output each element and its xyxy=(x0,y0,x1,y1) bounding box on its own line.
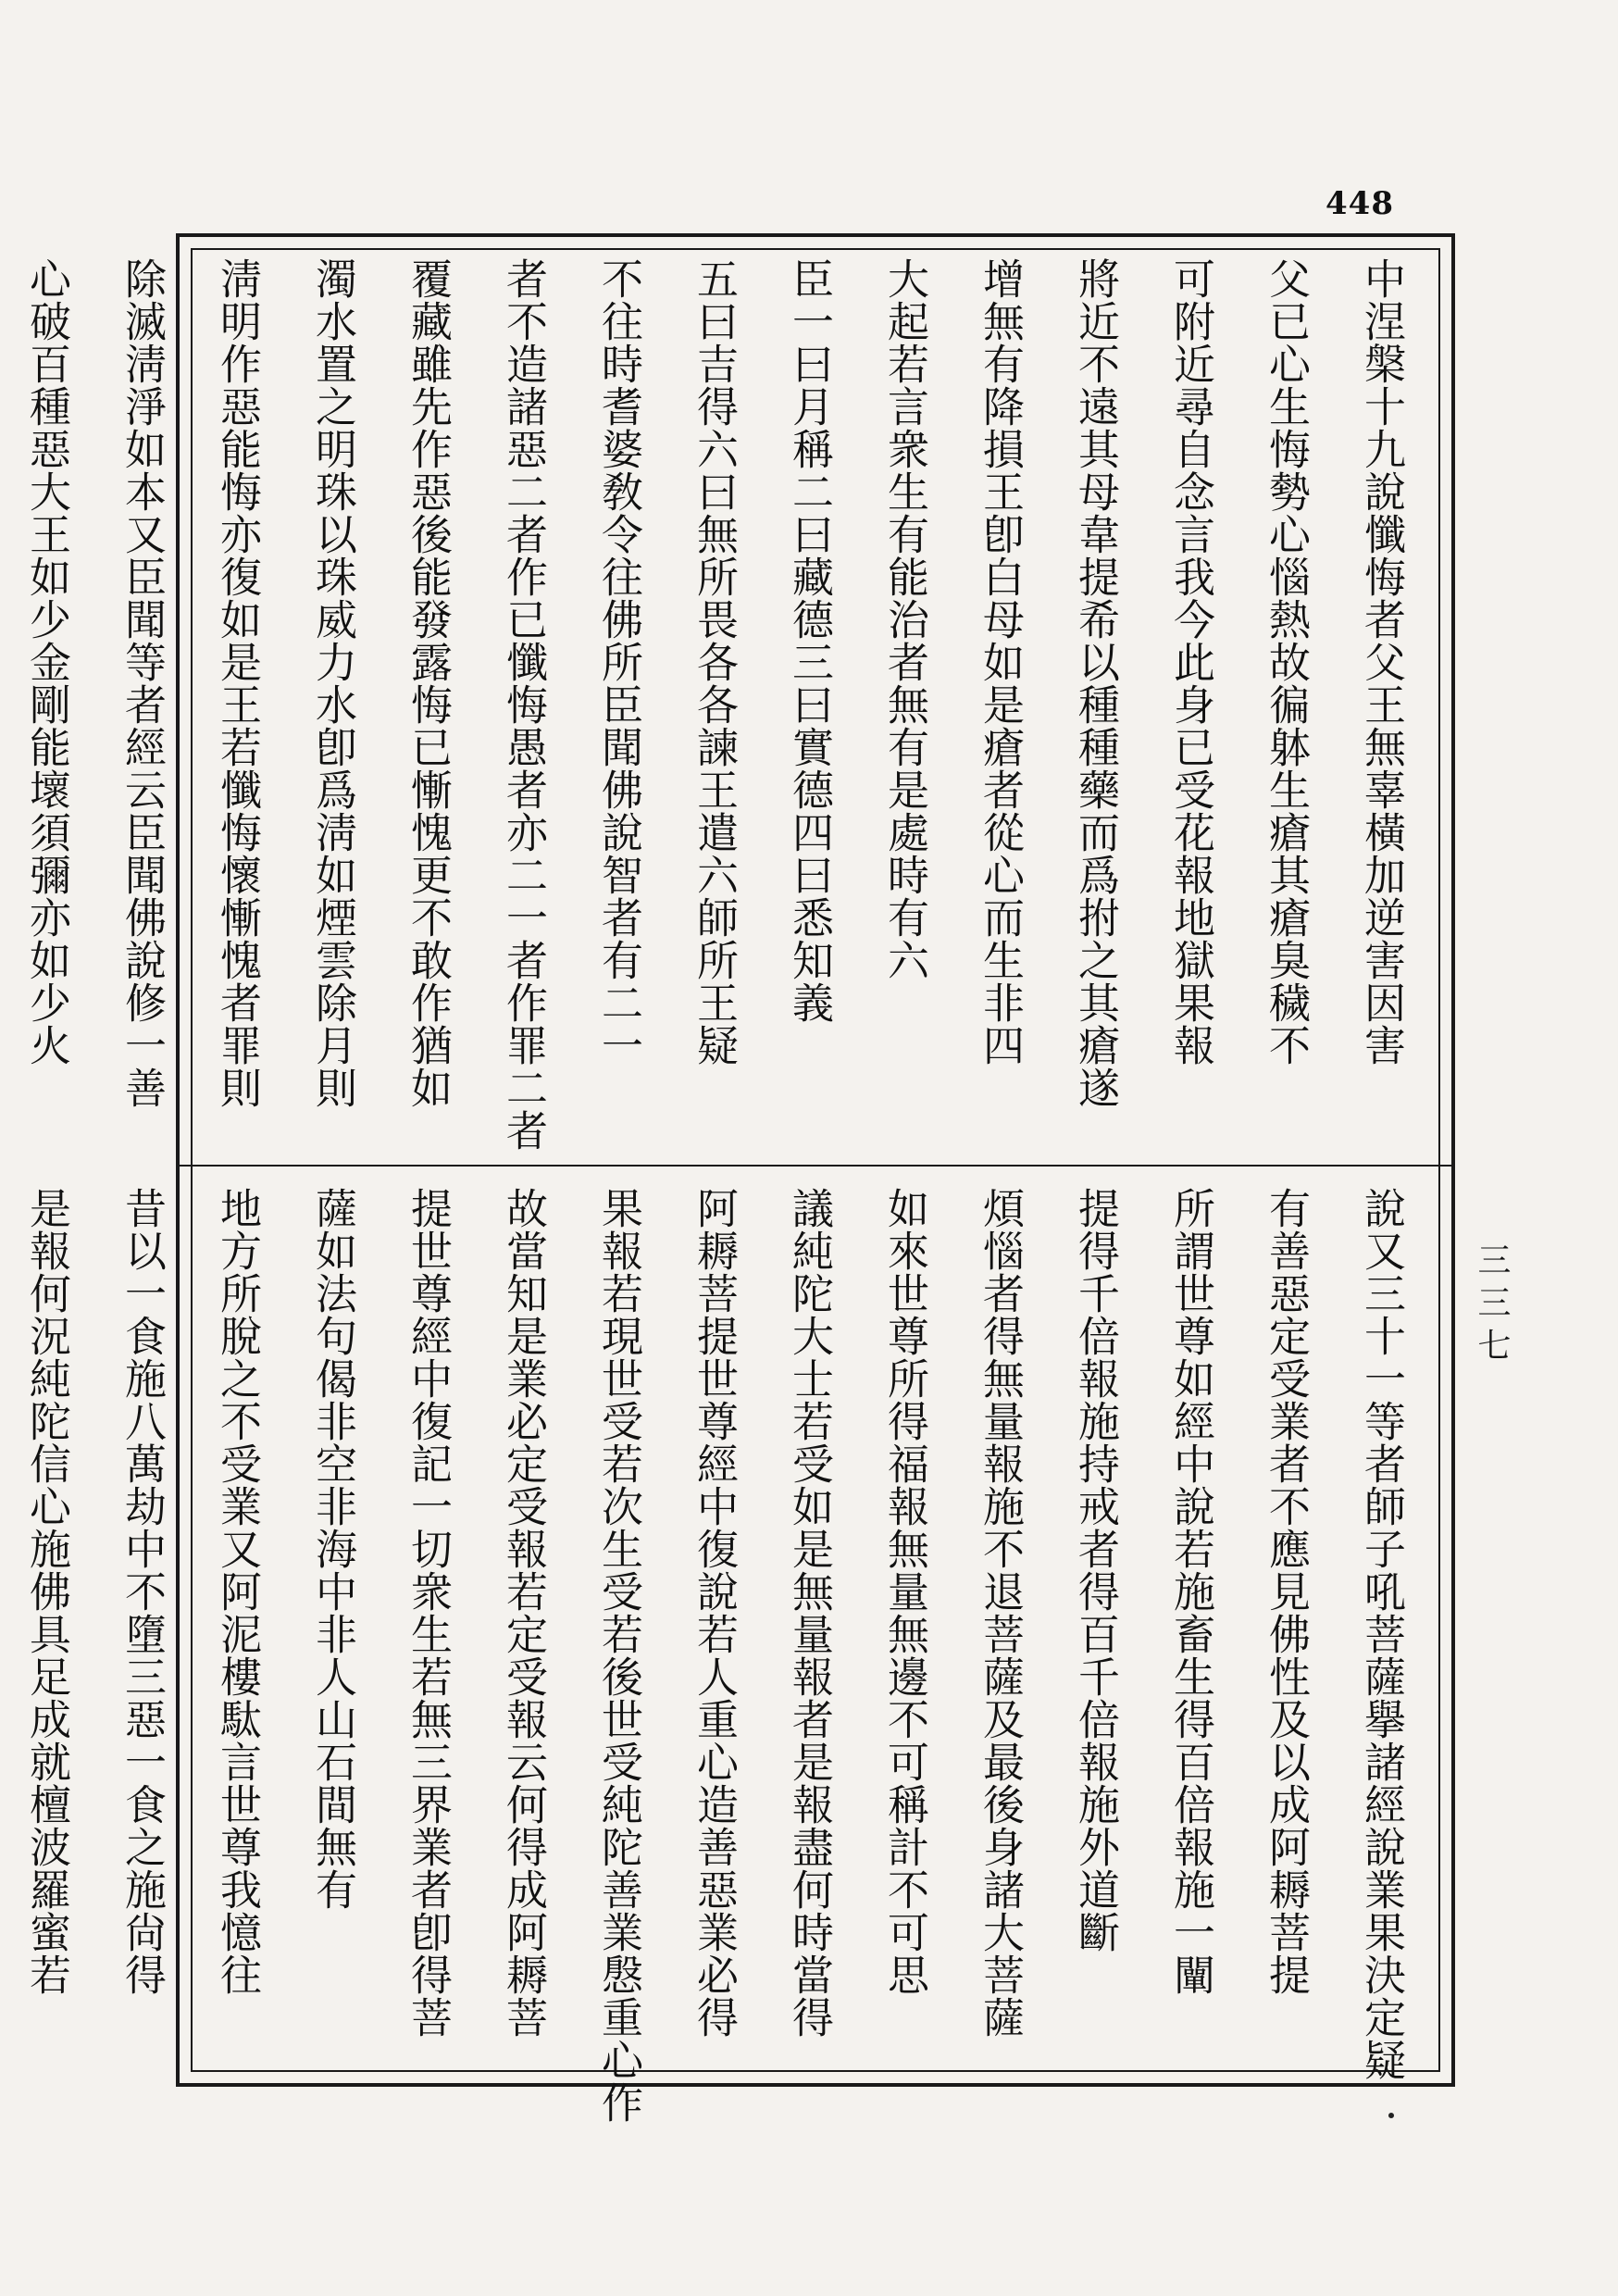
lower-register xyxy=(22,1187,1429,2124)
text-column: 心破百種惡大王如少金剛能壞須彌亦如少火 xyxy=(22,257,71,1067)
text-column: 濁水置之明珠以珠威力水卽爲淸如煙雲除月則 xyxy=(308,257,357,1109)
text-column: 提世尊經中復記一切衆生若無三界業者卽得菩 xyxy=(404,1187,453,2039)
text-column: 薩如法句偈非空非海中非人山石間無有 xyxy=(308,1187,357,1911)
text-column: 將近不遠其母韋提希以種種藥而爲拊之其瘡遂 xyxy=(1071,257,1120,1109)
text-column: 增無有降損王卽白母如是瘡者從心而生非四 xyxy=(976,257,1025,1067)
text-column: 有善惡定受業者不應見佛性及以成阿耨菩提 xyxy=(1262,1187,1311,1996)
page-frame xyxy=(22,233,1455,2124)
upper-register xyxy=(22,257,1429,1152)
text-column: 提得千倍報施持戒者得百千倍報施外道斷 xyxy=(1071,1187,1120,1953)
text-column: 除滅淸淨如本又臣聞等者經云臣聞佛說修一善 xyxy=(118,257,167,1109)
folio-number: 三三七 xyxy=(1473,1242,1511,1370)
text-column: 議純陀大士若受如是無量報者是報盡何時當得 xyxy=(785,1187,834,2039)
text-column: 所謂世尊如經中說若施畜生得百倍報施一闡 xyxy=(1166,1187,1215,1996)
text-column: 五曰吉得六曰無所畏各各諫王遣六師所王疑 xyxy=(690,257,739,1067)
text-column: 是報何況純陀信心施佛具足成就檀波羅蜜若 xyxy=(22,1187,71,1996)
text-column: 中涅槃十九說懺悔者父王無辜橫加逆害因害 xyxy=(1357,257,1406,1067)
page-number: 448 xyxy=(1326,185,1394,222)
text-column: 說又三十一等者師子吼菩薩擧諸經說業果決定疑 xyxy=(1357,1187,1406,2081)
text-column: 昔以一食施八萬劫中不墮三惡一食之施尙得 xyxy=(118,1187,167,1996)
text-column: 如來世尊所得福報無量無邊不可稱計不可思 xyxy=(880,1187,929,1996)
ink-speck xyxy=(1388,2113,1394,2118)
text-column: 不往時耆婆敎令往佛所臣聞佛說智者有二一 xyxy=(594,257,643,1067)
register-divider xyxy=(180,1165,1451,1167)
text-column: 果報若現世受若次生受若後世受純陀善業慇重心作 xyxy=(594,1187,643,2124)
text-column: 淸明作惡能悔亦復如是王若懺悔懷慚愧者罪則 xyxy=(213,257,262,1109)
text-column: 父已心生悔勢心惱熱故徧躰生瘡其瘡臭穢不 xyxy=(1262,257,1311,1067)
text-column: 者不造諸惡二者作已懺悔愚者亦二一者作罪二者 xyxy=(499,257,548,1152)
text-column: 覆藏雖先作惡後能發露悔已慚愧更不敢作猶如 xyxy=(404,257,453,1109)
text-column: 大起若言衆生有能治者無有是處時有六 xyxy=(880,257,929,981)
text-column: 可附近尋自念言我今此身已受花報地獄果報 xyxy=(1166,257,1215,1067)
text-column: 臣一曰月稱二曰藏德三曰實德四曰悉知義 xyxy=(785,257,834,1024)
text-column: 煩惱者得無量報施不退菩薩及最後身諸大菩薩 xyxy=(976,1187,1025,2039)
text-column: 阿耨菩提世尊經中復說若人重心造善惡業必得 xyxy=(690,1187,739,2039)
text-column: 故當知是業必定受報若定受報云何得成阿耨菩 xyxy=(499,1187,548,2039)
text-column: 地方所脫之不受業又阿泥樓駄言世尊我憶往 xyxy=(213,1187,262,1996)
